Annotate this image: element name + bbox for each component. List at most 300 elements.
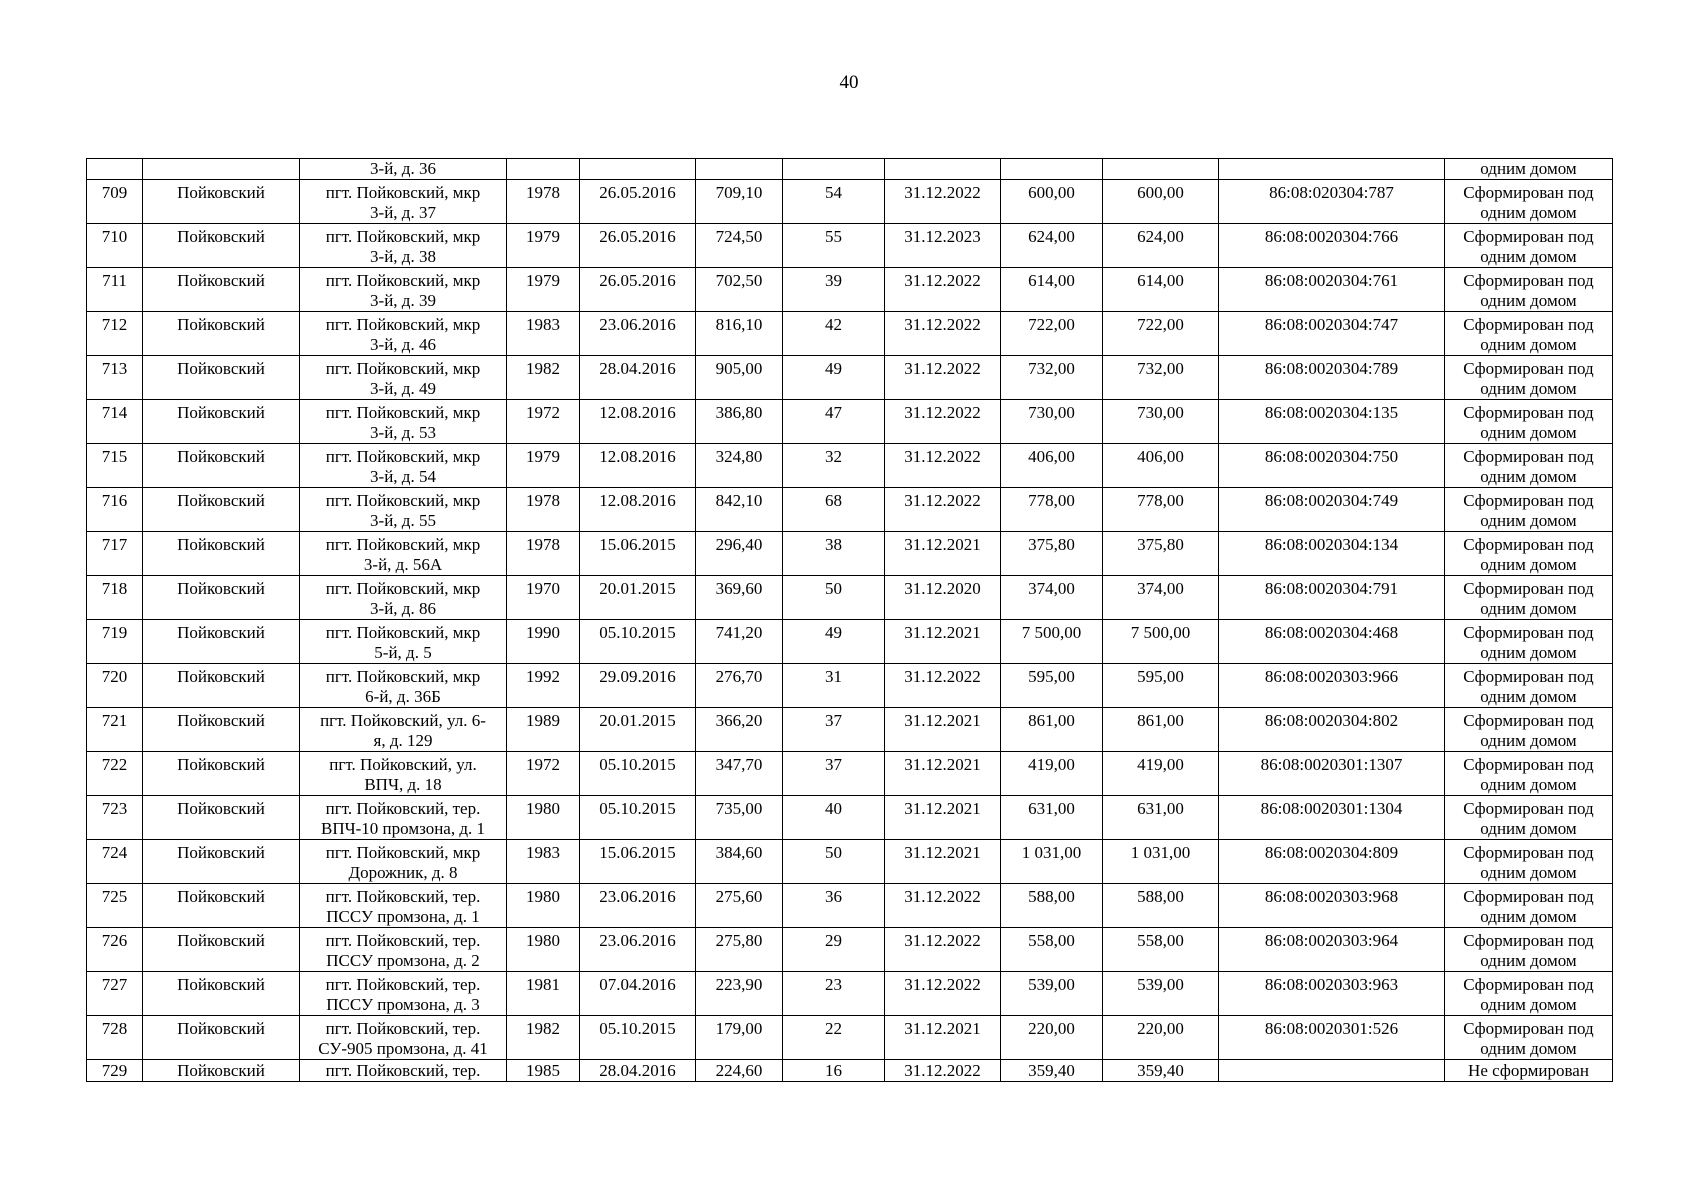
cell-date: 23.06.2016 bbox=[580, 928, 696, 972]
status-line: Сформирован под bbox=[1463, 799, 1594, 818]
table-row bbox=[87, 444, 1613, 488]
cell-land-area-2 bbox=[1103, 159, 1219, 180]
registry-table bbox=[86, 158, 1613, 1082]
cell-num: 726 bbox=[87, 928, 143, 972]
cell-num: 723 bbox=[87, 796, 143, 840]
address-line: ПССУ промзона, д. 2 bbox=[326, 951, 480, 970]
address-line: пгт. Пойковский, тер. bbox=[325, 887, 481, 906]
status-line: Сформирован под bbox=[1463, 271, 1594, 290]
cell-status bbox=[1445, 840, 1613, 884]
cell-status bbox=[1445, 268, 1613, 312]
status-line: Сформирован под bbox=[1463, 403, 1594, 422]
cell-count: 39 bbox=[783, 268, 885, 312]
cell-num: 728 bbox=[87, 1016, 143, 1060]
address-line: пгт. Пойковский, ул. 6- bbox=[320, 711, 486, 730]
address-line: 3-й, д. 56А bbox=[363, 555, 443, 574]
status-line: Сформирован под bbox=[1463, 579, 1594, 598]
cell-deadline: 31.12.2022 bbox=[885, 972, 1001, 1016]
status-line: одним домом bbox=[1480, 379, 1577, 398]
cell-area: 296,40 bbox=[696, 532, 783, 576]
address-line: пгт. Пойковский, тер. bbox=[325, 799, 481, 818]
cell-settlement: Пойковский bbox=[143, 840, 300, 884]
cell-deadline: 31.12.2022 bbox=[885, 884, 1001, 928]
table-row bbox=[87, 972, 1613, 1016]
cell-deadline: 31.12.2023 bbox=[885, 224, 1001, 268]
cell-cadastral: 86:08:0020304:791 bbox=[1219, 576, 1445, 620]
cell-date: 15.06.2015 bbox=[580, 532, 696, 576]
status-line: Сформирован под bbox=[1463, 667, 1594, 686]
status-line: одним домом bbox=[1480, 643, 1577, 662]
address-line: пгт. Пойковский, мкр bbox=[325, 447, 481, 466]
cell-date bbox=[580, 159, 696, 180]
cell-cadastral: 86:08:0020304:749 bbox=[1219, 488, 1445, 532]
table-row bbox=[87, 664, 1613, 708]
cell-cadastral: 86:08:0020304:750 bbox=[1219, 444, 1445, 488]
cell-status bbox=[1445, 796, 1613, 840]
cell-year: 1982 bbox=[507, 356, 580, 400]
cell-land-area-2: 220,00 bbox=[1103, 1016, 1219, 1060]
cell-address bbox=[300, 796, 507, 840]
cell-year: 1989 bbox=[507, 708, 580, 752]
table-row bbox=[87, 224, 1613, 268]
address-line: я, д. 129 bbox=[373, 731, 433, 750]
address-line: 3-й, д. 49 bbox=[370, 379, 436, 398]
table-row bbox=[87, 840, 1613, 884]
table-row bbox=[87, 796, 1613, 840]
address-line: 3-й, д. 54 bbox=[370, 467, 436, 486]
status-line: Сформирован под bbox=[1463, 755, 1594, 774]
cell-address bbox=[300, 972, 507, 1016]
address-line: 3-й, д. 86 bbox=[370, 599, 436, 618]
cell-num: 713 bbox=[87, 356, 143, 400]
address-line: пгт. Пойковский, мкр bbox=[325, 315, 481, 334]
cell-status bbox=[1445, 664, 1613, 708]
cell-num: 721 bbox=[87, 708, 143, 752]
cell-status bbox=[1445, 1016, 1613, 1060]
cell-cadastral: 86:08:0020304:809 bbox=[1219, 840, 1445, 884]
cell-status bbox=[1445, 576, 1613, 620]
status-line: одним домом bbox=[1480, 291, 1577, 310]
address-line: пгт. Пойковский, мкр bbox=[325, 183, 481, 202]
address-line: пгт. Пойковский, мкр bbox=[325, 359, 481, 378]
cell-cadastral: 86:08:0020304:134 bbox=[1219, 532, 1445, 576]
cell-land-area-2: 600,00 bbox=[1103, 180, 1219, 224]
cell-settlement: Пойковский bbox=[143, 576, 300, 620]
cell-cadastral bbox=[1219, 159, 1445, 180]
cell-area: 275,60 bbox=[696, 884, 783, 928]
status-line: одним домом bbox=[1480, 731, 1577, 750]
cell-settlement: Пойковский bbox=[143, 752, 300, 796]
cell-num: 722 bbox=[87, 752, 143, 796]
cell-year: 1970 bbox=[507, 576, 580, 620]
cell-deadline: 31.12.2022 bbox=[885, 312, 1001, 356]
cell-address bbox=[300, 488, 507, 532]
cell-count bbox=[783, 159, 885, 180]
cell-status bbox=[1445, 400, 1613, 444]
status-line: одним домом bbox=[1480, 863, 1577, 882]
cell-area: 702,50 bbox=[696, 268, 783, 312]
cell-date: 05.10.2015 bbox=[580, 620, 696, 664]
address-line: 3-й, д. 39 bbox=[370, 291, 436, 310]
cell-year: 1979 bbox=[507, 224, 580, 268]
cell-num: 717 bbox=[87, 532, 143, 576]
cell-count: 16 bbox=[783, 1060, 885, 1082]
cell-deadline: 31.12.2022 bbox=[885, 664, 1001, 708]
cell-deadline: 31.12.2022 bbox=[885, 356, 1001, 400]
cell-land-area-2: 1 031,00 bbox=[1103, 840, 1219, 884]
cell-status: одним домом bbox=[1445, 159, 1613, 180]
cell-land-area-2: 624,00 bbox=[1103, 224, 1219, 268]
cell-date: 26.05.2016 bbox=[580, 268, 696, 312]
cell-deadline: 31.12.2020 bbox=[885, 576, 1001, 620]
cell-address bbox=[300, 576, 507, 620]
cell-land-area-1: 614,00 bbox=[1001, 268, 1103, 312]
cell-count: 22 bbox=[783, 1016, 885, 1060]
cell-year: 1992 bbox=[507, 664, 580, 708]
cell-date: 20.01.2015 bbox=[580, 576, 696, 620]
cell-date: 23.06.2016 bbox=[580, 312, 696, 356]
address-line: пгт. Пойковский, мкр bbox=[325, 271, 481, 290]
cell-year: 1982 bbox=[507, 1016, 580, 1060]
cell-count: 36 bbox=[783, 884, 885, 928]
cell-address bbox=[300, 928, 507, 972]
cell-land-area-1: 861,00 bbox=[1001, 708, 1103, 752]
status-line: одним домом bbox=[1480, 775, 1577, 794]
cell-settlement: Пойковский bbox=[143, 444, 300, 488]
cell-cadastral: 86:08:0020304:789 bbox=[1219, 356, 1445, 400]
table-row-continued bbox=[87, 159, 1613, 180]
cell-deadline: 31.12.2022 bbox=[885, 400, 1001, 444]
table-body bbox=[87, 159, 1613, 1082]
table-row bbox=[87, 268, 1613, 312]
address-line: 3-й, д. 53 bbox=[370, 423, 436, 442]
cell-date: 15.06.2015 bbox=[580, 840, 696, 884]
address-line: Дорожник, д. 8 bbox=[348, 863, 458, 882]
cell-date: 28.04.2016 bbox=[580, 356, 696, 400]
cell-num bbox=[87, 159, 143, 180]
cell-land-area-2: 359,40 bbox=[1103, 1060, 1219, 1082]
cell-date: 12.08.2016 bbox=[580, 400, 696, 444]
cell-year: 1980 bbox=[507, 796, 580, 840]
cell-area: 324,80 bbox=[696, 444, 783, 488]
status-line: Сформирован под bbox=[1463, 359, 1594, 378]
cell-address bbox=[300, 532, 507, 576]
cell-cadastral: 86:08:0020304:761 bbox=[1219, 268, 1445, 312]
cell-date: 23.06.2016 bbox=[580, 884, 696, 928]
address-line: пгт. Пойковский, тер. bbox=[325, 1019, 481, 1038]
cell-area: 275,80 bbox=[696, 928, 783, 972]
table-row bbox=[87, 312, 1613, 356]
status-line: одним домом bbox=[1480, 907, 1577, 926]
cell-settlement: Пойковский bbox=[143, 1060, 300, 1082]
cell-deadline: 31.12.2022 bbox=[885, 444, 1001, 488]
cell-status bbox=[1445, 620, 1613, 664]
address-line: пгт. Пойковский, мкр bbox=[325, 667, 481, 686]
cell-land-area-1: 7 500,00 bbox=[1001, 620, 1103, 664]
status-line: Сформирован под bbox=[1463, 887, 1594, 906]
cell-deadline: 31.12.2022 bbox=[885, 1060, 1001, 1082]
address-line: ПССУ промзона, д. 1 bbox=[326, 907, 480, 926]
cell-year: 1990 bbox=[507, 620, 580, 664]
status-line: одним домом bbox=[1480, 819, 1577, 838]
table-row bbox=[87, 708, 1613, 752]
cell-address: 3-й, д. 36 bbox=[300, 159, 507, 180]
cell-deadline bbox=[885, 159, 1001, 180]
status-line: одним домом bbox=[1480, 247, 1577, 266]
cell-count: 29 bbox=[783, 928, 885, 972]
cell-address bbox=[300, 356, 507, 400]
cell-address bbox=[300, 312, 507, 356]
cell-status bbox=[1445, 884, 1613, 928]
cell-address bbox=[300, 708, 507, 752]
address-line: пгт. Пойковский, тер. bbox=[325, 975, 481, 994]
cell-settlement: Пойковский bbox=[143, 268, 300, 312]
address-line: пгт. Пойковский, мкр bbox=[325, 623, 481, 642]
cell-land-area-1: 732,00 bbox=[1001, 356, 1103, 400]
cell-cadastral: 86:08:0020304:135 bbox=[1219, 400, 1445, 444]
cell-year: 1980 bbox=[507, 884, 580, 928]
cell-count: 50 bbox=[783, 840, 885, 884]
cell-num: 725 bbox=[87, 884, 143, 928]
address-line: пгт. Пойковский, тер. bbox=[325, 931, 481, 950]
status-line: одним домом bbox=[1480, 1039, 1577, 1058]
cell-address bbox=[300, 400, 507, 444]
address-line: пгт. Пойковский, мкр bbox=[325, 843, 481, 862]
cell-date: 07.04.2016 bbox=[580, 972, 696, 1016]
cell-cadastral: 86:08:0020304:747 bbox=[1219, 312, 1445, 356]
cell-settlement: Пойковский bbox=[143, 1016, 300, 1060]
cell-settlement bbox=[143, 159, 300, 180]
cell-land-area-2: 588,00 bbox=[1103, 884, 1219, 928]
cell-num: 724 bbox=[87, 840, 143, 884]
cell-deadline: 31.12.2021 bbox=[885, 752, 1001, 796]
cell-area: 741,20 bbox=[696, 620, 783, 664]
cell-land-area-2: 539,00 bbox=[1103, 972, 1219, 1016]
cell-address bbox=[300, 840, 507, 884]
cell-land-area-2: 614,00 bbox=[1103, 268, 1219, 312]
cell-cadastral: 86:08:0020304:802 bbox=[1219, 708, 1445, 752]
status-line: одним домом bbox=[1480, 951, 1577, 970]
cell-area: 223,90 bbox=[696, 972, 783, 1016]
cell-land-area-1: 539,00 bbox=[1001, 972, 1103, 1016]
cell-settlement: Пойковский bbox=[143, 796, 300, 840]
cell-settlement: Пойковский bbox=[143, 928, 300, 972]
cell-land-area-2: 595,00 bbox=[1103, 664, 1219, 708]
address-line: 3-й, д. 46 bbox=[370, 335, 436, 354]
cell-cadastral bbox=[1219, 1060, 1445, 1082]
cell-date: 05.10.2015 bbox=[580, 752, 696, 796]
status-line: Сформирован под bbox=[1463, 931, 1594, 950]
cell-year: 1981 bbox=[507, 972, 580, 1016]
address-line: 3-й, д. 38 bbox=[370, 247, 436, 266]
cell-count: 68 bbox=[783, 488, 885, 532]
cell-num: 719 bbox=[87, 620, 143, 664]
cell-land-area-1: 406,00 bbox=[1001, 444, 1103, 488]
cell-date: 05.10.2015 bbox=[580, 796, 696, 840]
cell-land-area-1: 359,40 bbox=[1001, 1060, 1103, 1082]
address-line: ВПЧ, д. 18 bbox=[364, 775, 442, 794]
cell-date: 28.04.2016 bbox=[580, 1060, 696, 1082]
cell-deadline: 31.12.2022 bbox=[885, 488, 1001, 532]
status-line: одним домом bbox=[1480, 423, 1577, 442]
status-line: одним домом bbox=[1480, 203, 1577, 222]
cell-year: 1972 bbox=[507, 400, 580, 444]
page-number: 40 bbox=[839, 72, 859, 93]
cell-num: 712 bbox=[87, 312, 143, 356]
cell-area: 816,10 bbox=[696, 312, 783, 356]
cell-count: 42 bbox=[783, 312, 885, 356]
cell-count: 49 bbox=[783, 356, 885, 400]
cell-num: 715 bbox=[87, 444, 143, 488]
address-line: пгт. Пойковский, мкр bbox=[325, 535, 481, 554]
cell-settlement: Пойковский bbox=[143, 708, 300, 752]
cell-land-area-1: 631,00 bbox=[1001, 796, 1103, 840]
cell-area: 842,10 bbox=[696, 488, 783, 532]
cell-cadastral: 86:08:0020303:963 bbox=[1219, 972, 1445, 1016]
cell-address bbox=[300, 444, 507, 488]
cell-settlement: Пойковский bbox=[143, 532, 300, 576]
cell-count: 55 bbox=[783, 224, 885, 268]
cell-year: 1978 bbox=[507, 180, 580, 224]
status-line: одним домом bbox=[1480, 555, 1577, 574]
status-line: Сформирован под bbox=[1463, 623, 1594, 642]
cell-cadastral: 86:08:0020304:468 bbox=[1219, 620, 1445, 664]
cell-settlement: Пойковский bbox=[143, 224, 300, 268]
cell-settlement: Пойковский bbox=[143, 620, 300, 664]
status-line: Сформирован под bbox=[1463, 491, 1594, 510]
cell-year: 1979 bbox=[507, 268, 580, 312]
address-line: 6-й, д. 36Б bbox=[365, 687, 441, 706]
cell-land-area-2: 558,00 bbox=[1103, 928, 1219, 972]
status-line: одним домом bbox=[1480, 511, 1577, 530]
cell-land-area-2: 375,80 bbox=[1103, 532, 1219, 576]
cell-land-area-1: 1 031,00 bbox=[1001, 840, 1103, 884]
cell-address bbox=[300, 664, 507, 708]
cell-area: 905,00 bbox=[696, 356, 783, 400]
cell-count: 32 bbox=[783, 444, 885, 488]
status-line: Сформирован под bbox=[1463, 183, 1594, 202]
cell-area: 366,20 bbox=[696, 708, 783, 752]
cell-land-area-1: 624,00 bbox=[1001, 224, 1103, 268]
cell-count: 31 bbox=[783, 664, 885, 708]
cell-date: 20.01.2015 bbox=[580, 708, 696, 752]
status-line: одним домом bbox=[1480, 687, 1577, 706]
cell-status bbox=[1445, 928, 1613, 972]
cell-address bbox=[300, 224, 507, 268]
cell-year: 1983 bbox=[507, 840, 580, 884]
table-row bbox=[87, 752, 1613, 796]
cell-cadastral: 86:08:0020303:968 bbox=[1219, 884, 1445, 928]
cell-land-area-2: 861,00 bbox=[1103, 708, 1219, 752]
cell-address bbox=[300, 268, 507, 312]
cell-num: 714 bbox=[87, 400, 143, 444]
cell-land-area-2: 374,00 bbox=[1103, 576, 1219, 620]
cell-cadastral: 86:08:0020303:964 bbox=[1219, 928, 1445, 972]
cell-year: 1985 bbox=[507, 1060, 580, 1082]
cell-settlement: Пойковский bbox=[143, 972, 300, 1016]
table-row bbox=[87, 576, 1613, 620]
address-line: пгт. Пойковский, ул. bbox=[329, 755, 477, 774]
table-row bbox=[87, 400, 1613, 444]
cell-date: 12.08.2016 bbox=[580, 488, 696, 532]
cell-status bbox=[1445, 488, 1613, 532]
table-row bbox=[87, 180, 1613, 224]
cell-count: 40 bbox=[783, 796, 885, 840]
cell-land-area-1: 558,00 bbox=[1001, 928, 1103, 972]
cell-num: 711 bbox=[87, 268, 143, 312]
cell-land-area-1: 220,00 bbox=[1001, 1016, 1103, 1060]
address-line: пгт. Пойковский, мкр bbox=[325, 403, 481, 422]
cell-area: 384,60 bbox=[696, 840, 783, 884]
cell-status bbox=[1445, 312, 1613, 356]
table-row bbox=[87, 620, 1613, 664]
cell-count: 47 bbox=[783, 400, 885, 444]
cell-cadastral: 86:08:0020301:1307 bbox=[1219, 752, 1445, 796]
cell-land-area-1: 588,00 bbox=[1001, 884, 1103, 928]
address-line: СУ-905 промзона, д. 41 bbox=[318, 1039, 488, 1058]
cell-deadline: 31.12.2021 bbox=[885, 532, 1001, 576]
cell-land-area-1: 600,00 bbox=[1001, 180, 1103, 224]
status-line: одним домом bbox=[1480, 995, 1577, 1014]
cell-address bbox=[300, 752, 507, 796]
cell-settlement: Пойковский bbox=[143, 488, 300, 532]
cell-land-area-2: 419,00 bbox=[1103, 752, 1219, 796]
cell-address bbox=[300, 884, 507, 928]
cell-count: 49 bbox=[783, 620, 885, 664]
cell-land-area-2: 778,00 bbox=[1103, 488, 1219, 532]
cell-status bbox=[1445, 752, 1613, 796]
cell-cadastral: 86:08:0020304:766 bbox=[1219, 224, 1445, 268]
cell-status bbox=[1445, 444, 1613, 488]
cell-date: 12.08.2016 bbox=[580, 444, 696, 488]
cell-land-area-2: 732,00 bbox=[1103, 356, 1219, 400]
cell-count: 37 bbox=[783, 708, 885, 752]
cell-deadline: 31.12.2022 bbox=[885, 180, 1001, 224]
cell-deadline: 31.12.2022 bbox=[885, 928, 1001, 972]
cell-count: 23 bbox=[783, 972, 885, 1016]
cell-num: 710 bbox=[87, 224, 143, 268]
cell-status: Не сформирован bbox=[1445, 1060, 1613, 1082]
cell-num: 727 bbox=[87, 972, 143, 1016]
cell-status bbox=[1445, 224, 1613, 268]
cell-year: 1978 bbox=[507, 488, 580, 532]
address-line: 5-й, д. 5 bbox=[374, 643, 432, 662]
status-line: Сформирован под bbox=[1463, 711, 1594, 730]
address-line: 3-й, д. 55 bbox=[370, 511, 436, 530]
cell-num: 720 bbox=[87, 664, 143, 708]
cell-cadastral: 86:08:020304:787 bbox=[1219, 180, 1445, 224]
cell-deadline: 31.12.2021 bbox=[885, 708, 1001, 752]
cell-year: 1972 bbox=[507, 752, 580, 796]
cell-num: 718 bbox=[87, 576, 143, 620]
cell-area: 224,60 bbox=[696, 1060, 783, 1082]
cell-count: 54 bbox=[783, 180, 885, 224]
cell-date: 29.09.2016 bbox=[580, 664, 696, 708]
cell-count: 38 bbox=[783, 532, 885, 576]
cell-status bbox=[1445, 708, 1613, 752]
cell-land-area-2: 631,00 bbox=[1103, 796, 1219, 840]
cell-area bbox=[696, 159, 783, 180]
cell-status bbox=[1445, 356, 1613, 400]
status-line: Сформирован под bbox=[1463, 447, 1594, 466]
cell-settlement: Пойковский bbox=[143, 664, 300, 708]
cell-date: 26.05.2016 bbox=[580, 180, 696, 224]
status-line: Сформирован под bbox=[1463, 227, 1594, 246]
cell-address bbox=[300, 180, 507, 224]
cell-area: 347,70 bbox=[696, 752, 783, 796]
table-row bbox=[87, 1016, 1613, 1060]
address-line: пгт. Пойковский, мкр bbox=[325, 227, 481, 246]
